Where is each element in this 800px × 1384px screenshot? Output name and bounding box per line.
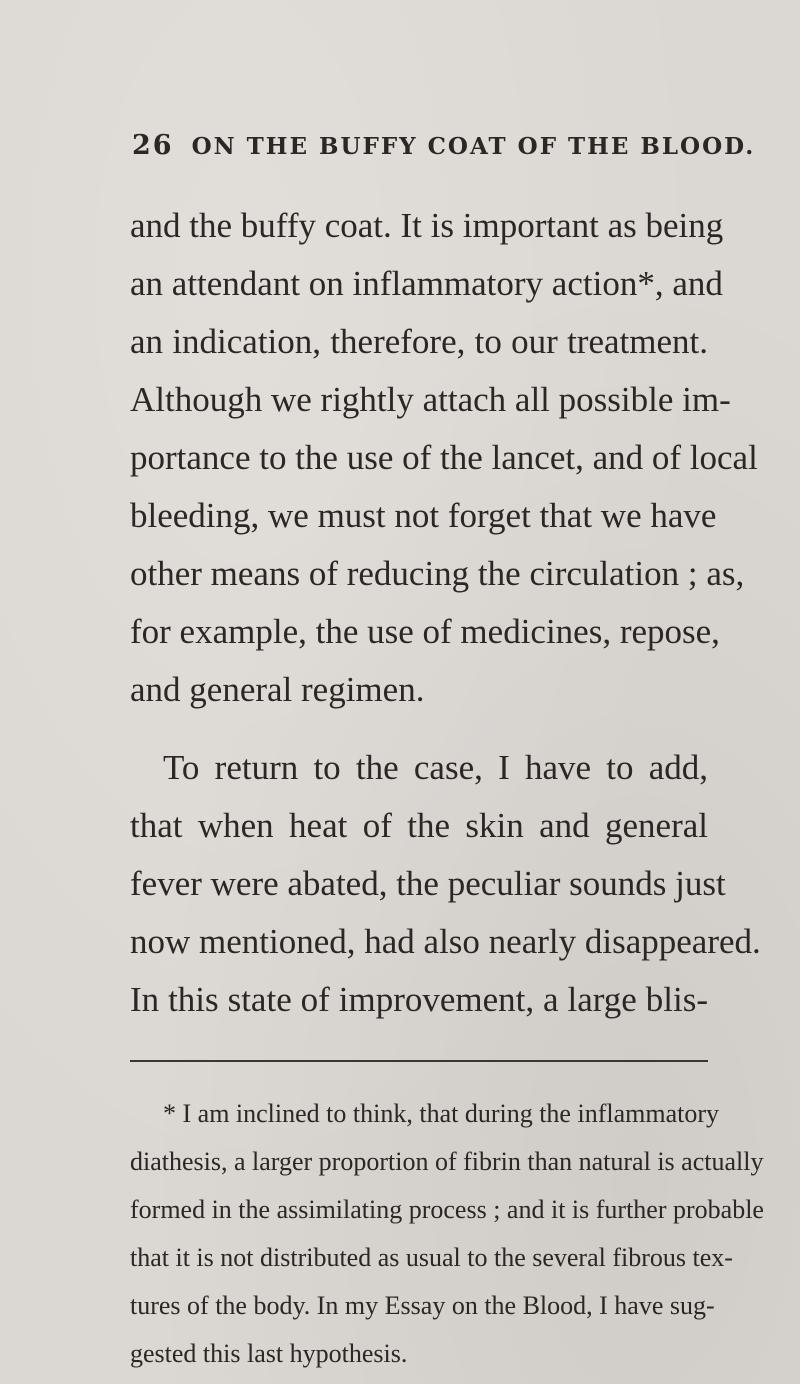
footnote-divider: [130, 1060, 708, 1062]
footnote-line: that it is not distributed as usual to the several fibrous tex-: [130, 1243, 733, 1272]
text-line: To return to the case, I have to add,: [163, 748, 708, 787]
running-header: [132, 130, 756, 170]
footnote-line: formed in the assimilating process ; and it is further probable: [130, 1195, 764, 1224]
text-line: fever were abated, the peculiar sounds just: [130, 864, 726, 903]
text-line: other means of reducing the circulation ; as,: [130, 554, 745, 593]
text-line: bleeding, we must not forget that we have: [130, 496, 717, 535]
text-line: an attendant on inflammatory action*, and: [130, 264, 723, 303]
text-line: and the buffy coat. It is important as being: [130, 206, 724, 245]
footnote-line: * I am inclined to think, that during the inflammatory: [163, 1099, 719, 1128]
text-line: an indication, therefore, to our treatment.: [130, 322, 708, 361]
text-line: portance to the use of the lancet, and of local: [130, 438, 758, 477]
footnote-line: gested this last hypothesis.: [130, 1339, 408, 1368]
text-line: that when heat of the skin and general: [130, 806, 708, 845]
footnote-line: diathesis, a larger proportion of fibrin than natural is actually: [130, 1147, 764, 1176]
running-title: ON THE BUFFY COAT OF THE BLOOD.: [191, 133, 756, 160]
footnote-line: tures of the body. In my Essay on the Blood, I have sug-: [130, 1291, 715, 1320]
text-line: In this state of improvement, a large blis-: [130, 980, 708, 1019]
text-line: now mentioned, had also nearly disappeared.: [130, 922, 761, 961]
page-number: 26: [132, 130, 174, 161]
text-line: for example, the use of medicines, repose,: [130, 612, 720, 651]
text-line: Although we rightly attach all possible im-: [130, 380, 731, 419]
text-line: and general regimen.: [130, 670, 425, 709]
